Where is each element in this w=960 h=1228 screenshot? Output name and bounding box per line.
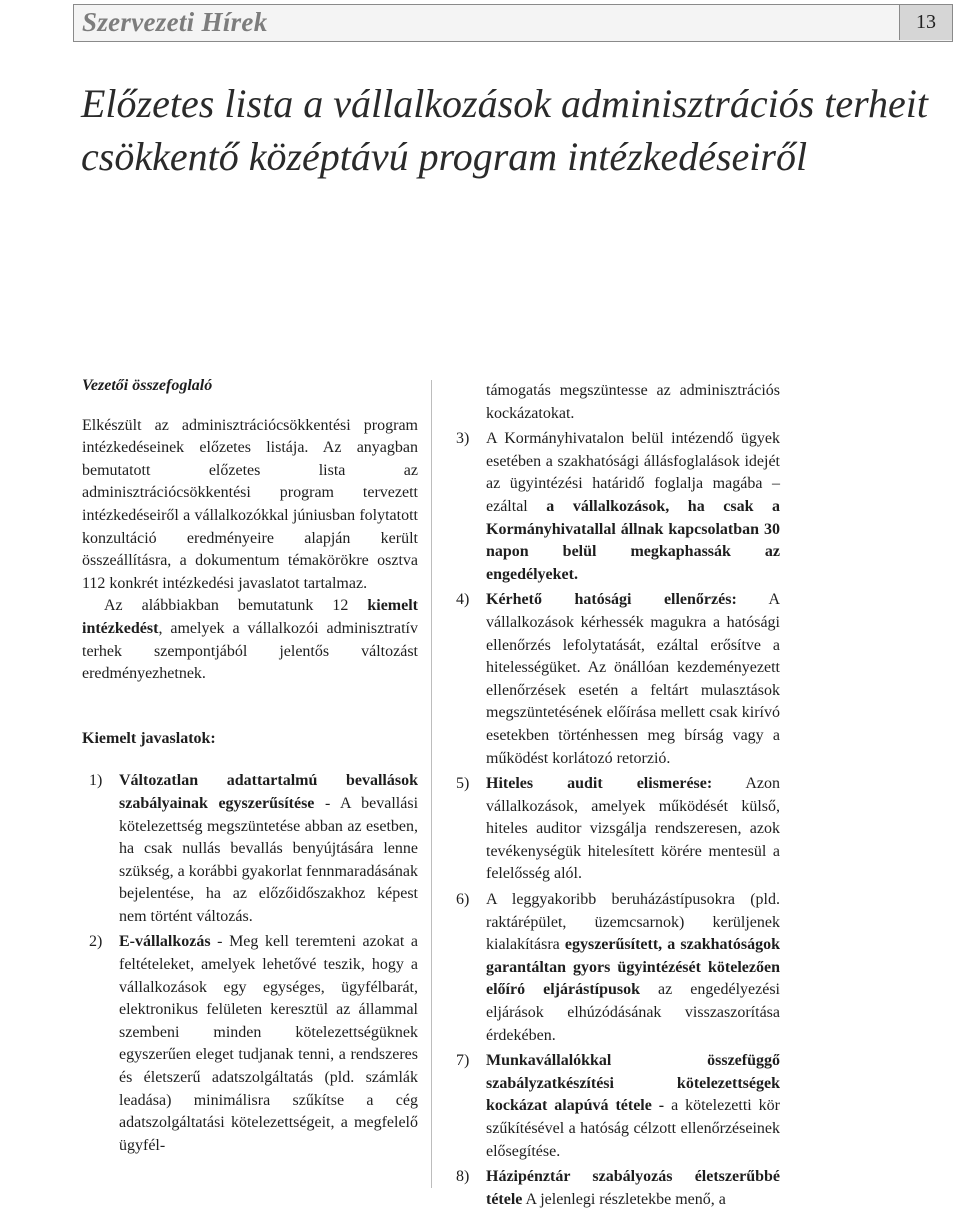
item-number: 5) bbox=[456, 775, 470, 793]
item-highlight: Kérhető hatósági ellenőrzés: bbox=[486, 591, 737, 609]
item-text-2: az engedélyezési eljárások elhúzódásának visszaszorítása érdekében. bbox=[486, 981, 780, 1044]
article-title: Előzetes lista a vállalkozások adminisztrációs terheit csökkentő középtávú program intézkedéseiről bbox=[81, 81, 928, 179]
summary-paragraph-2 bbox=[82, 595, 418, 685]
list-item bbox=[82, 770, 418, 928]
page-header bbox=[73, 4, 953, 42]
item-text-2: a kötelezetti kör szűkítésével a hatóság célzott ellenőrzéseinek elősegítése. bbox=[486, 1097, 780, 1160]
list-item bbox=[449, 428, 780, 586]
item-highlight: egyszerűsített, a szakhatóságok garantáltan gyors ügyintézését kötelezően előíró eljárástípusok bbox=[486, 936, 780, 999]
list-item bbox=[449, 1050, 780, 1163]
item-text: - A bevallási kötelezettség megszüntetése abban az esetben, ha csak nullás bevallás benyújtására lenne szükség, a korábbi gyakorlat fennmaradásának bejelentése, ha az előzőidőszakhoz képest nem történt változás. bbox=[119, 794, 419, 925]
left-column bbox=[82, 375, 418, 1160]
summary-paragraph: Elkészült az adminisztrációcsökkentési program intézkedéseinek előzetes listája. Az anyagban bemutatott előzetes lista az adminisztrációcsökkentési program tervezett intézkedéseiről a vállalkozókkal júniusban folytatott konzultáció eredményeire alapján került összeállításra, a dokumentum témakörökre osztva 112 konkrét intézkedési javaslatot tartalmaz. bbox=[82, 416, 418, 592]
item-text: A Kormányhivatalon belül intézendő ügyek esetében a szakhatósági állásfoglalások idejét az ügyintézési határidő foglalja magába – ezáltal bbox=[486, 430, 780, 515]
page-number-box bbox=[899, 5, 952, 40]
item-number: 1) bbox=[89, 772, 103, 790]
item-number: 4) bbox=[456, 591, 470, 609]
page-number: 13 bbox=[916, 11, 936, 33]
summary-p2-pre: Az alábbiakban bemutatunk 12 bbox=[104, 597, 368, 615]
proposal-list-right bbox=[449, 428, 780, 1211]
list-item bbox=[449, 889, 780, 1047]
item-number: 6) bbox=[456, 891, 470, 909]
column-divider bbox=[431, 380, 432, 1188]
item-text-2: Azon vállalkozások, amelyek működését külső, hiteles auditor vizsgálja rendszeresen, azok tevékenységük hitelesített körére mentesül a felelősség alól. bbox=[486, 775, 780, 883]
continuation-text: támogatás megszüntesse az adminisztrációs kockázatokat. bbox=[486, 382, 780, 422]
item-text: - Meg kell teremteni azokat a feltételeket, amelyek lehetővé teszik, hogy a vállalkozások egy egységes, ügyfélbarát, elektronikus felületen keresztül az állammal szembeni minden kötelezettségüknek egyszerűen eleget tudjanak tenni, a rendszeres és életszerű adatszolgáltatás (pld. számlák leadása) minimálisra szűkítse a cég adatszolgáltatási kötelezettségeit, a megfelelő ügyfél- bbox=[119, 933, 418, 1154]
item-highlight: Hiteles audit elismerése: bbox=[486, 775, 713, 793]
item-title: E-vállalkozás bbox=[119, 933, 211, 951]
summary-heading: Vezetői összefoglaló bbox=[82, 377, 213, 394]
list-heading: Kiemelt javaslatok: bbox=[82, 729, 216, 747]
item-text: A leggyakoribb beruházástípusokra (pld. raktárépület, üzemcsarnok) kerüljenek kialakításra bbox=[486, 891, 780, 954]
proposal-list-left bbox=[82, 770, 418, 1157]
right-column bbox=[449, 380, 780, 1214]
item-text-2: A jelenlegi részletekbe menő, a bbox=[522, 1190, 726, 1208]
item-highlight: Munkavállalókkal összefüggő szabályzatkészítési kötelezettségek kockázat alapúvá tétele - bbox=[486, 1052, 780, 1115]
item-number: 8) bbox=[456, 1168, 470, 1186]
item-text-2: A vállalkozások kérhessék magukra a hatósági ellenőrzés lefolytatását, ezáltal erősítve a hitelességüket. Az önállóan kezdeményezett ellenőrzések esetén a feltárt mulasztások megszüntetésének előírása mellett csak kirívó esetekben történhessen meg bírság vagy a működést korlátozó retorzió. bbox=[486, 591, 780, 767]
summary-p2-bold: kiemelt intézkedést bbox=[82, 597, 418, 637]
item-highlight: Házipénztár szabályozás életszerűbbé tétele bbox=[486, 1168, 780, 1208]
item-number: 7) bbox=[456, 1052, 470, 1070]
item-highlight: a vállalkozások, ha csak a Kormányhivatallal állnak kapcsolatban 30 napon belül megkaphassák az engedélyeket. bbox=[486, 497, 780, 583]
list-item bbox=[82, 931, 418, 1157]
item-title: Változatlan adattartalmú bevallások szabályainak egyszerűsítése bbox=[119, 772, 418, 812]
list-item bbox=[449, 773, 780, 886]
item-number: 2) bbox=[89, 933, 103, 951]
list-item bbox=[449, 589, 780, 770]
list-item bbox=[449, 1166, 780, 1211]
item-number: 3) bbox=[456, 430, 470, 448]
summary-p2-post: , amelyek a vállalkozói adminisztratív terhek szempontjából jelentős változást eredményezhetnek. bbox=[82, 619, 418, 683]
publication-title: Szervezeti Hírek bbox=[82, 7, 268, 37]
